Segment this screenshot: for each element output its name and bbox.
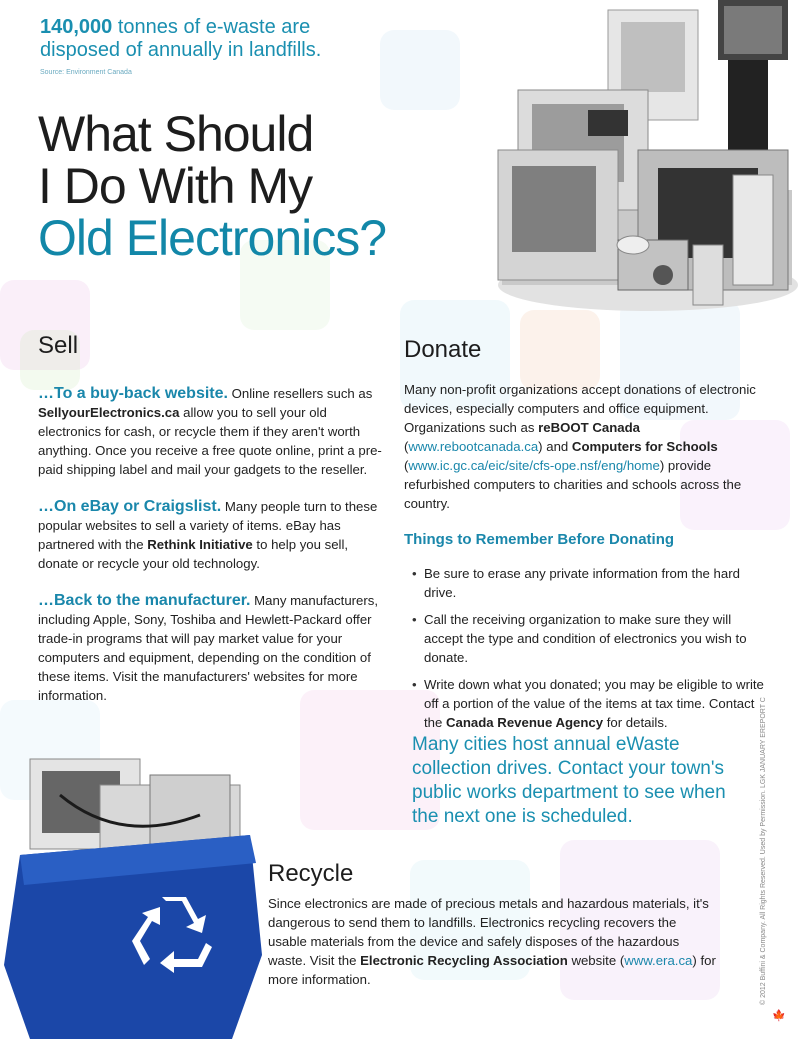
sell-item-ebay — [38, 497, 388, 573]
stat-text-1: tonnes of e-waste are — [112, 16, 311, 38]
donate-text: and — [542, 439, 572, 454]
recycle-heading: Recycle — [268, 860, 354, 887]
link-era[interactable]: www.era.ca — [624, 953, 693, 968]
org-era: Electronic Recycling Association — [360, 953, 568, 968]
sell-item-buyback — [38, 384, 388, 479]
recycling-bin-photo — [0, 755, 270, 1039]
stat-number: 140,000 — [40, 16, 113, 38]
page-title — [38, 108, 498, 264]
org-computers-for-schools: Computers for Schools — [571, 439, 718, 454]
sell-item-manufacturer — [38, 591, 388, 705]
stat-source: Source: Environment Canada — [40, 69, 132, 76]
donate-text: Many non-profit organizations accept donations of electronic devices, especially computers and office equipment. Organizations such as — [404, 382, 756, 435]
computer-pile-photo — [488, 0, 800, 320]
sell-item-text: Online resellers such as — [227, 386, 373, 401]
sell-item-bold: Rethink Initiative — [147, 537, 253, 552]
title-line-1: What Should — [38, 106, 314, 162]
sell-item-lead: …On eBay or Craigslist. — [38, 498, 222, 515]
donate-tips-list — [404, 564, 764, 732]
link-computers-for-schools[interactable]: www.ic.gc.ca/eic/site/cfs-ope.nsf/eng/home — [408, 458, 660, 473]
org-reboot: reBOOT Canada — [538, 420, 641, 435]
stat-text-2: disposed of annually in landfills. — [40, 39, 322, 61]
donate-heading: Donate — [404, 336, 482, 363]
sell-item-lead: …To a buy-back website. — [38, 385, 228, 402]
sell-heading: Sell — [38, 332, 79, 359]
title-line-2: I Do With My — [38, 158, 313, 214]
callout-text: Many cities host annual eWaste collection drives. Contact your town's public works department to see when the next one is scheduled. — [412, 734, 726, 827]
sell-item-text: Many people turn to these popular websites to sell a variety of items. eBay has partnered with the — [38, 499, 378, 552]
list-item: • Call the receiving organization to make sure they will accept the type and condition of electronics you wish to donate. — [404, 610, 764, 667]
link-reboot[interactable]: www.rebootcanada.ca — [408, 439, 539, 454]
list-item — [404, 675, 764, 732]
tip-text: for details. — [603, 715, 668, 730]
donate-paragraph: Many non-profit organizations accept donations of electronic devices, especially computers and office equipment. Organizations such as reBOOT Canada (www.rebootcanada.ca) and Computers for Schools (www.ic.gc.ca/eic/site/cfs-ope.nsf/eng/home) provide refurbished computers to charities and schools across the country. — [404, 382, 756, 511]
donate-subheading: Things to Remember Before Donating — [404, 531, 675, 548]
donate-text: provide refurbished computers to charities and schools across the country. — [404, 458, 742, 511]
sell-item-bold: SellyourElectronics.ca — [38, 405, 180, 420]
sell-item-text: Many manufacturers, including Apple, Sony, Toshiba and Hewlett-Packard offer trade-in programs that will pay market value for your computers and equipment, depending on the condition of these items. Visit the manufacturers' websites for more information. — [38, 593, 379, 703]
recycle-text: ) for more information. — [268, 953, 716, 987]
donate-section — [404, 336, 764, 740]
maple-leaf-icon: 🍁 — [772, 1010, 786, 1022]
recycle-paragraph — [268, 894, 718, 989]
recycle-text: website ( — [567, 953, 625, 968]
sell-item-text: to help you sell, donate or recycle your old technology. — [38, 537, 349, 571]
sell-item-lead: …Back to the manufacturer. — [38, 592, 251, 609]
recycle-text: Since electronics are made of precious metals and hazardous materials, it's dangerous to send them to landfills. Electronics recycling recovers the usable materials from the device and safely disposes of the hazardous waste. Visit the — [268, 896, 709, 968]
sell-section — [38, 332, 388, 705]
list-item: • Be sure to erase any private information from the hard drive. — [404, 564, 764, 602]
title-line-3: Old Electronics? — [38, 210, 387, 266]
org-cra: Canada Revenue Agency — [446, 715, 604, 730]
stat-headline — [40, 16, 370, 62]
tip-text: Write down what you donated; you may be eligible to write off a portion of the value of the items at tax time. Contact the — [424, 677, 764, 730]
copyright-notice: © 2012 Buffini & Company. All Rights Reserved. Used by Permission. LGK JANUARY EREPORT C — [760, 697, 767, 1005]
sell-item-text: allow you to sell your old electronics for cash, or recycle them if they aren't worth anything. Once you receive a free quote online, print a pre-paid shipping label and mail your gadgets to the reseller. — [38, 405, 382, 477]
recycle-section — [268, 860, 718, 989]
